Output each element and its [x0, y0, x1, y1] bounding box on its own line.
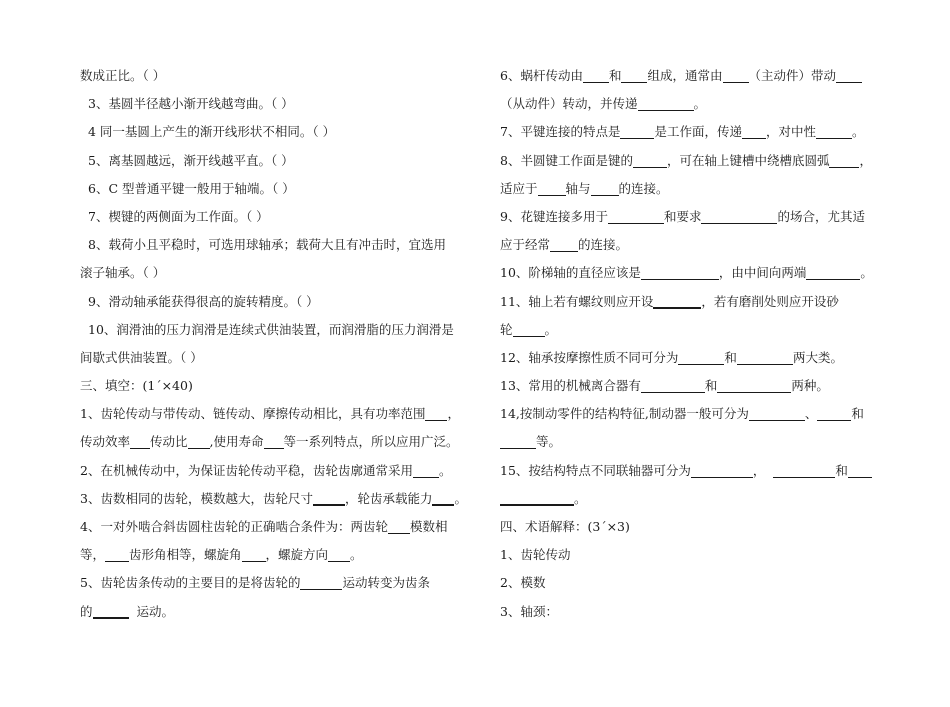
q8-text: 适应于: [500, 180, 538, 196]
q6-text: 6、蜗杆传动由: [500, 68, 583, 83]
q7-text: 7、平键连接的特点是: [500, 124, 621, 140]
q1-text: 传动比: [150, 434, 188, 450]
fill-q11: [500, 288, 872, 316]
q9-text: 9、花键连接多用于: [500, 208, 608, 224]
answer-blank[interactable]: [836, 67, 862, 83]
q3-text: ，轮齿承载能力: [344, 490, 433, 506]
answer-blank[interactable]: [538, 180, 566, 196]
q8-text: ，: [859, 152, 872, 168]
q7-text: 是工作面，传递: [654, 124, 742, 140]
answer-blank[interactable]: [93, 602, 129, 619]
answer-blank[interactable]: [500, 433, 536, 449]
q9-text: 和要求: [663, 208, 702, 224]
answer-blank[interactable]: [829, 152, 859, 168]
q6-text: 组成，通常由: [647, 68, 723, 83]
answer-blank[interactable]: [633, 152, 667, 168]
q11-text: 轮: [500, 321, 513, 337]
q15-text: 。: [574, 490, 587, 506]
fill-q4: [80, 513, 455, 541]
q9-text: 的连接。: [578, 237, 629, 253]
tf-q10: 10、润滑油的压力润滑是连续式供油装置，而润滑脂的压力润滑是: [88, 321, 454, 337]
q7-text: ，对中性: [765, 124, 816, 140]
q6-text: 。: [693, 96, 707, 112]
answer-blank[interactable]: [388, 518, 410, 534]
q11-text: 11、轴上若有螺纹则应开设: [500, 293, 654, 309]
answer-blank[interactable]: [620, 123, 654, 139]
answer-blank[interactable]: [591, 180, 619, 196]
q5-text: 运动。: [136, 603, 174, 619]
q13-text: 和: [704, 378, 718, 394]
answer-blank[interactable]: [105, 546, 129, 562]
section-fill-blank-heading: 三、填空：(1ˊ×40): [80, 378, 193, 394]
answer-blank[interactable]: [300, 574, 342, 590]
q12-text: 和: [724, 349, 737, 365]
q11-text: 。: [544, 321, 558, 337]
answer-blank[interactable]: [425, 405, 447, 421]
q4-text: 齿形角相等，螺旋角: [129, 547, 242, 563]
q4-text: ，螺旋方向: [265, 547, 329, 563]
q13-text: 两种。: [791, 378, 829, 394]
tf-q7: 7、楔键的两侧面为工作面。（ ）: [88, 208, 269, 224]
section-terms-heading: 四、术语解释：(3ˊ×3): [500, 519, 630, 534]
answer-blank[interactable]: [500, 489, 574, 506]
q8-text: 8、半圆键工作面是键的: [500, 152, 633, 168]
tf-q10-cont: 间歇式供油装置。（ ）: [80, 349, 203, 365]
q10-text: ，由中间向两端: [718, 265, 807, 281]
q8-text: 的连接。: [618, 180, 669, 196]
answer-blank[interactable]: [749, 405, 805, 421]
q2-text: 2、在机械传动中，为保证齿轮传动平稳，齿轮齿廓通常采用: [80, 462, 413, 478]
answer-blank[interactable]: [621, 67, 647, 83]
fill-q3: [80, 485, 467, 513]
answer-blank[interactable]: [691, 462, 753, 478]
q3-text: 3、齿数相同的齿轮，模数越大，齿轮尺寸: [80, 490, 313, 506]
q10-text: 。: [860, 265, 873, 281]
answer-blank[interactable]: [264, 433, 284, 449]
answer-blank[interactable]: [653, 292, 701, 309]
fill-q13: [500, 372, 872, 400]
answer-blank[interactable]: [641, 264, 719, 280]
q4-text: 等，: [80, 547, 106, 563]
answer-blank[interactable]: [188, 433, 210, 449]
q15-text: 和: [835, 462, 848, 478]
q8-text: 轴与: [565, 180, 591, 196]
q5-text: 5、齿轮齿条传动的主要目的是将齿轮的: [80, 575, 301, 591]
q1-text: ，: [447, 406, 460, 422]
answer-blank[interactable]: [413, 462, 439, 478]
q12-text: 两大类。: [792, 349, 843, 365]
answer-blank[interactable]: [550, 236, 578, 252]
answer-blank[interactable]: [717, 377, 791, 393]
fill-q9-cont: [500, 231, 872, 259]
tf-q3: 3、基圆半径越小渐开线越弯曲。（ ）: [88, 96, 294, 112]
q12-text: 12、轴承按摩擦性质不同可分为: [500, 349, 679, 365]
term-item-3: 3、轴颈：: [500, 603, 558, 619]
answer-blank[interactable]: [432, 489, 454, 506]
q15-text: 15、按结构特点不同联轴器可分为: [500, 462, 691, 478]
q1-text: 1、齿轮传动与带传动、链传动、摩擦传动相比，具有功率范围: [80, 406, 426, 422]
tf-q2-end: 数成正比。（ ）: [80, 68, 166, 83]
answer-blank[interactable]: [773, 462, 835, 478]
q6-text: 和: [608, 68, 622, 83]
tf-q8-cont: 滚子轴承。（ ）: [80, 265, 166, 281]
fill-q6-cont: [500, 90, 872, 118]
answer-blank[interactable]: [723, 67, 749, 83]
q2-text: 。: [438, 462, 452, 478]
q14-text: 、: [804, 406, 818, 422]
fill-q11-cont: [500, 316, 872, 344]
fill-q8-cont: [500, 175, 872, 203]
q9-text: 应于经常: [500, 237, 551, 253]
q14-text: 等。: [536, 434, 562, 450]
term-item-1: 1、齿轮传动: [500, 547, 571, 563]
q7-text: 。: [852, 124, 865, 140]
q10-text: 10、阶梯轴的直径应该是: [500, 265, 641, 281]
tf-q8: 8、载荷小且平稳时，可选用球轴承；载荷大且有冲击时，宜选用: [88, 237, 446, 253]
q4-text: 模数相: [409, 519, 448, 534]
q6-text: （主动件）带动: [748, 68, 837, 83]
fill-q1-cont: [80, 428, 459, 456]
answer-blank[interactable]: [678, 349, 724, 365]
q5-text: 运动转变为齿条: [342, 575, 430, 591]
answer-blank[interactable]: [583, 67, 609, 83]
answer-blank[interactable]: [848, 462, 872, 478]
q14-text: 和: [851, 406, 864, 422]
fill-q14-cont: [500, 428, 872, 456]
q4-text: 4、一对外啮合斜齿圆柱齿轮的正确啮合条件为：两齿轮: [80, 519, 388, 534]
term-item-2: 2、模数: [500, 575, 546, 591]
answer-blank[interactable]: [817, 405, 851, 421]
q8-text: ，可在轴上键槽中绕槽底圆弧: [666, 152, 830, 168]
answer-blank[interactable]: [328, 546, 350, 562]
answer-blank[interactable]: [638, 95, 694, 111]
answer-blank[interactable]: [806, 264, 860, 280]
q14-text: 14,按制动零件的结构特征,制动器一般可分为: [500, 406, 749, 422]
answer-blank[interactable]: [816, 123, 852, 139]
left-column: [80, 62, 467, 626]
q5-text: 的: [80, 603, 93, 619]
fill-q8: [500, 147, 872, 175]
fill-q5-cont: [80, 598, 455, 626]
answer-blank[interactable]: [701, 208, 777, 224]
fill-q4-cont: [80, 541, 455, 569]
fill-q6: [500, 62, 872, 90]
q11-text: ，若有磨削处则应开设砂: [701, 293, 839, 309]
fill-q15: [500, 457, 872, 485]
answer-blank[interactable]: [513, 321, 545, 337]
q15-text: ，: [752, 462, 766, 478]
fill-q7: [500, 118, 872, 146]
answer-blank[interactable]: [737, 349, 793, 365]
answer-blank[interactable]: [742, 123, 766, 139]
answer-blank[interactable]: [242, 546, 266, 562]
fill-q15-cont: [500, 485, 872, 513]
fill-q10: [500, 259, 872, 287]
fill-q9: [500, 203, 872, 231]
q13-text: 13、常用的机械离合器有: [500, 378, 641, 394]
fill-q1: [80, 400, 460, 428]
fill-q5: [80, 569, 455, 597]
q3-text: 。: [454, 490, 467, 506]
tf-q6: 6、C 型普通平键一般用于轴端。（ ）: [88, 180, 295, 196]
tf-q4: 4 同一基圆上产生的渐开线形状不相同。（ ）: [88, 124, 336, 140]
answer-blank[interactable]: [608, 208, 664, 224]
q1-text: ,使用寿命: [209, 434, 264, 450]
q6-text: （从动件）转动，并传递: [500, 96, 638, 112]
tf-q9: 9、滑动轴承能获得很高的旋转精度。（ ）: [88, 293, 319, 309]
q1-text: 传动效率: [80, 434, 131, 450]
tf-q5: 5、离基圆越远，渐开线越平直。（ ）: [88, 152, 294, 168]
q1-text: 等一系列特点，所以应用广泛。: [283, 434, 459, 450]
answer-blank[interactable]: [641, 377, 705, 393]
fill-q2: [80, 457, 455, 485]
fill-q12: [500, 344, 872, 372]
fill-q14: [500, 400, 872, 428]
q4-text: 。: [350, 547, 363, 563]
right-column: [500, 62, 872, 626]
answer-blank[interactable]: [313, 489, 345, 506]
answer-blank[interactable]: [130, 433, 150, 449]
q9-text: 的场合，尤其适: [777, 208, 865, 224]
